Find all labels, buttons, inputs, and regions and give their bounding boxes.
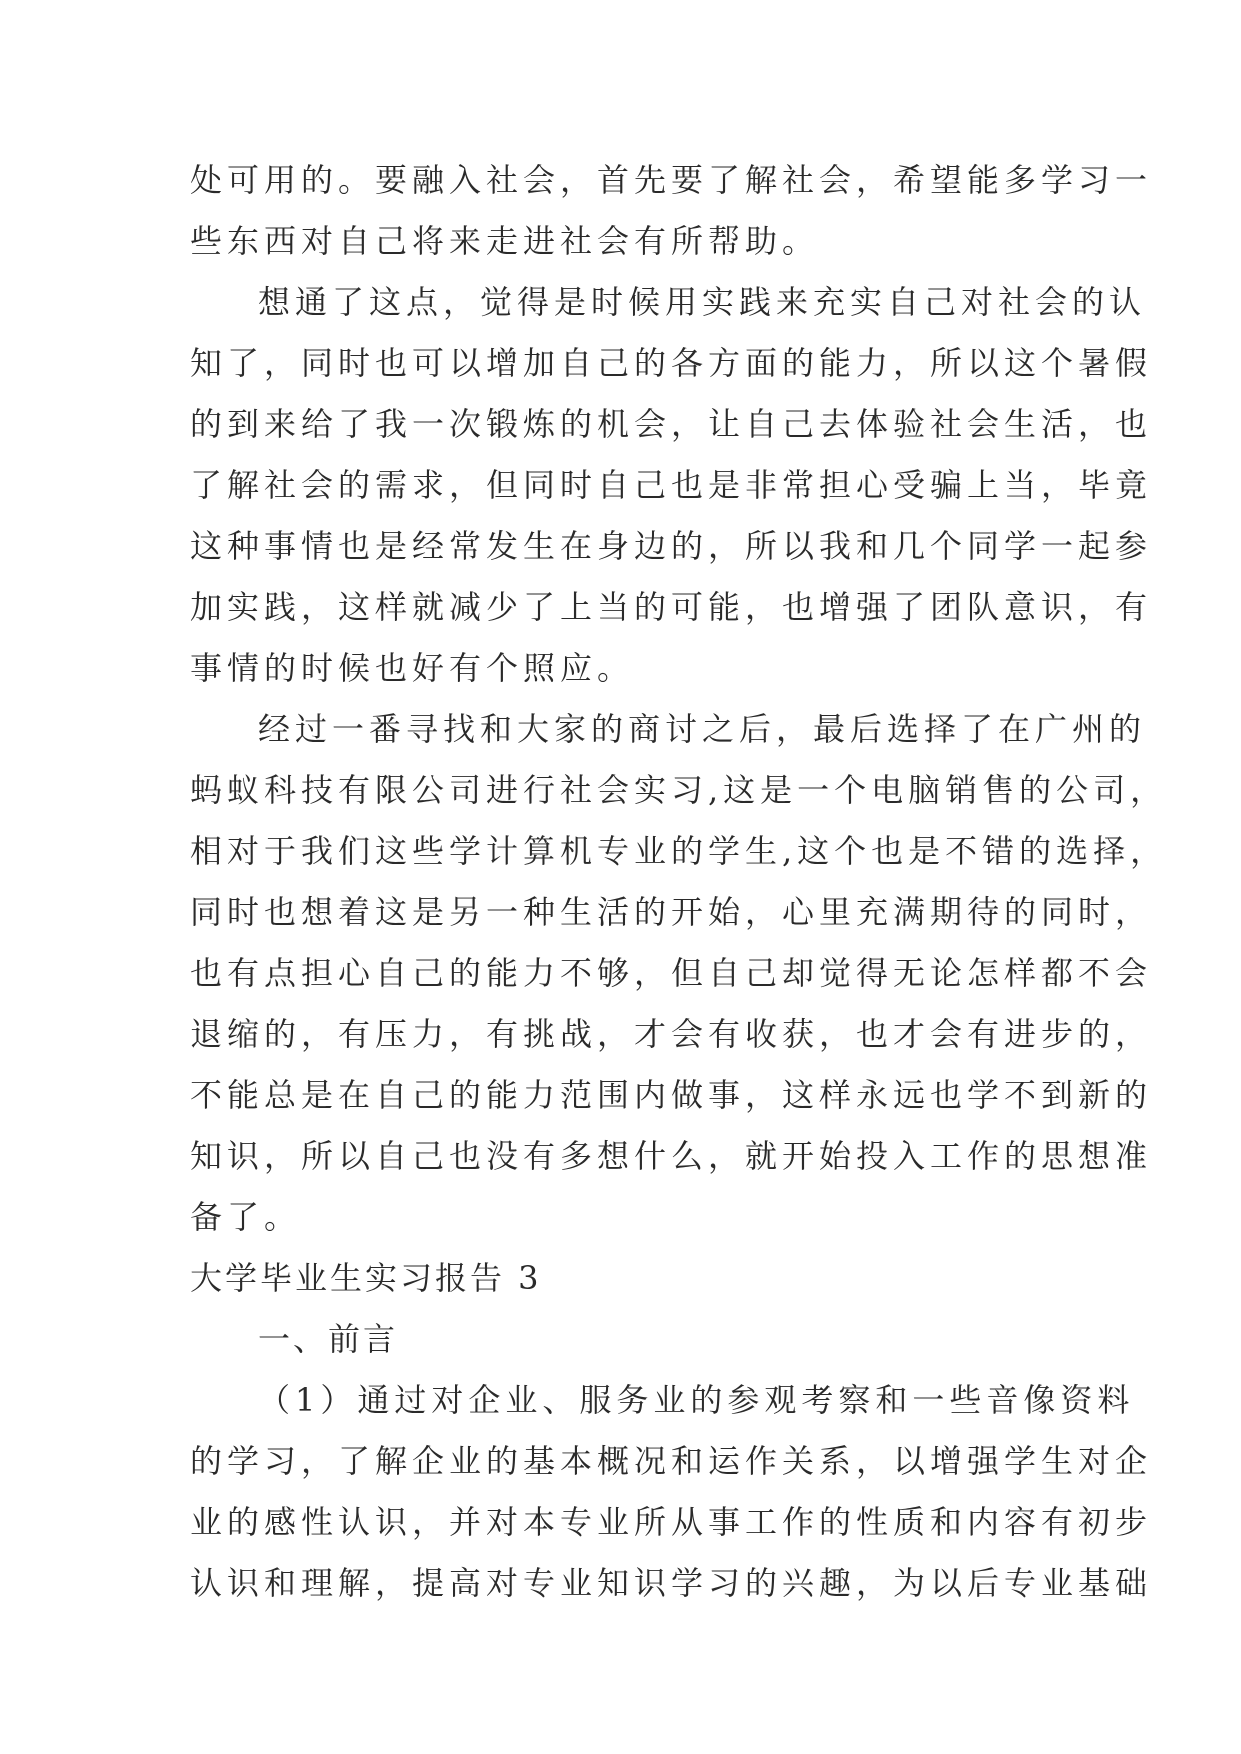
text-line: 备了。 bbox=[190, 1198, 302, 1236]
text-line: 蚂蚁科技有限公司进行社会实习,这是一个电脑销售的公司， bbox=[190, 771, 1168, 809]
text-line: 的到来给了我一次锻炼的机会，让自己去体验社会生活，也 bbox=[190, 405, 1153, 443]
text-line: 相对于我们这些学计算机专业的学生,这个也是不错的选择， bbox=[190, 832, 1168, 870]
text-line: 些东西对自己将来走进社会有所帮助。 bbox=[190, 222, 820, 260]
text-line: 退缩的，有压力，有挑战，才会有收获，也才会有进步的， bbox=[190, 1015, 1153, 1053]
text-line: 加实践，这样就减少了上当的可能，也增强了团队意识，有 bbox=[190, 588, 1153, 626]
text-line: 的学习，了解企业的基本概况和运作关系，以增强学生对企 bbox=[190, 1442, 1153, 1480]
text-line: 事情的时候也好有个照应。 bbox=[190, 649, 635, 687]
text-line: 这种事情也是经常发生在身边的，所以我和几个同学一起参 bbox=[190, 527, 1153, 565]
text-line: 经过一番寻找和大家的商讨之后，最后选择了在广州的 bbox=[258, 710, 1147, 748]
text-line: 也有点担心自己的能力不够，但自己却觉得无论怎样都不会 bbox=[190, 954, 1153, 992]
text-line: 不能总是在自己的能力范围内做事，这样永远也学不到新的 bbox=[190, 1076, 1153, 1114]
text-line: 同时也想着这是另一种生活的开始，心里充满期待的同时， bbox=[190, 893, 1153, 931]
text-line: （1）通过对企业、服务业的参观考察和一些音像资料 bbox=[258, 1381, 1135, 1419]
text-line: 了解社会的需求，但同时自己也是非常担心受骗上当，毕竟 bbox=[190, 466, 1153, 504]
text-line: 认识和理解，提高对专业知识学习的兴趣，为以后专业基础 bbox=[190, 1564, 1153, 1602]
subsection-title: 一、前言 bbox=[258, 1320, 399, 1358]
text-line: 知了，同时也可以增加自己的各方面的能力，所以这个暑假 bbox=[190, 344, 1153, 382]
text-line: 想通了这点，觉得是时候用实践来充实自己对社会的认 bbox=[258, 283, 1147, 321]
section-title: 大学毕业生实习报告 3 bbox=[190, 1259, 542, 1297]
text-line: 业的感性认识，并对本专业所从事工作的性质和内容有初步 bbox=[190, 1503, 1153, 1541]
text-line: 知识，所以自己也没有多想什么，就开始投入工作的思想准 bbox=[190, 1137, 1153, 1175]
document-body bbox=[190, 150, 1168, 1614]
text-line: 处可用的。要融入社会，首先要了解社会，希望能多学习一 bbox=[190, 161, 1153, 199]
